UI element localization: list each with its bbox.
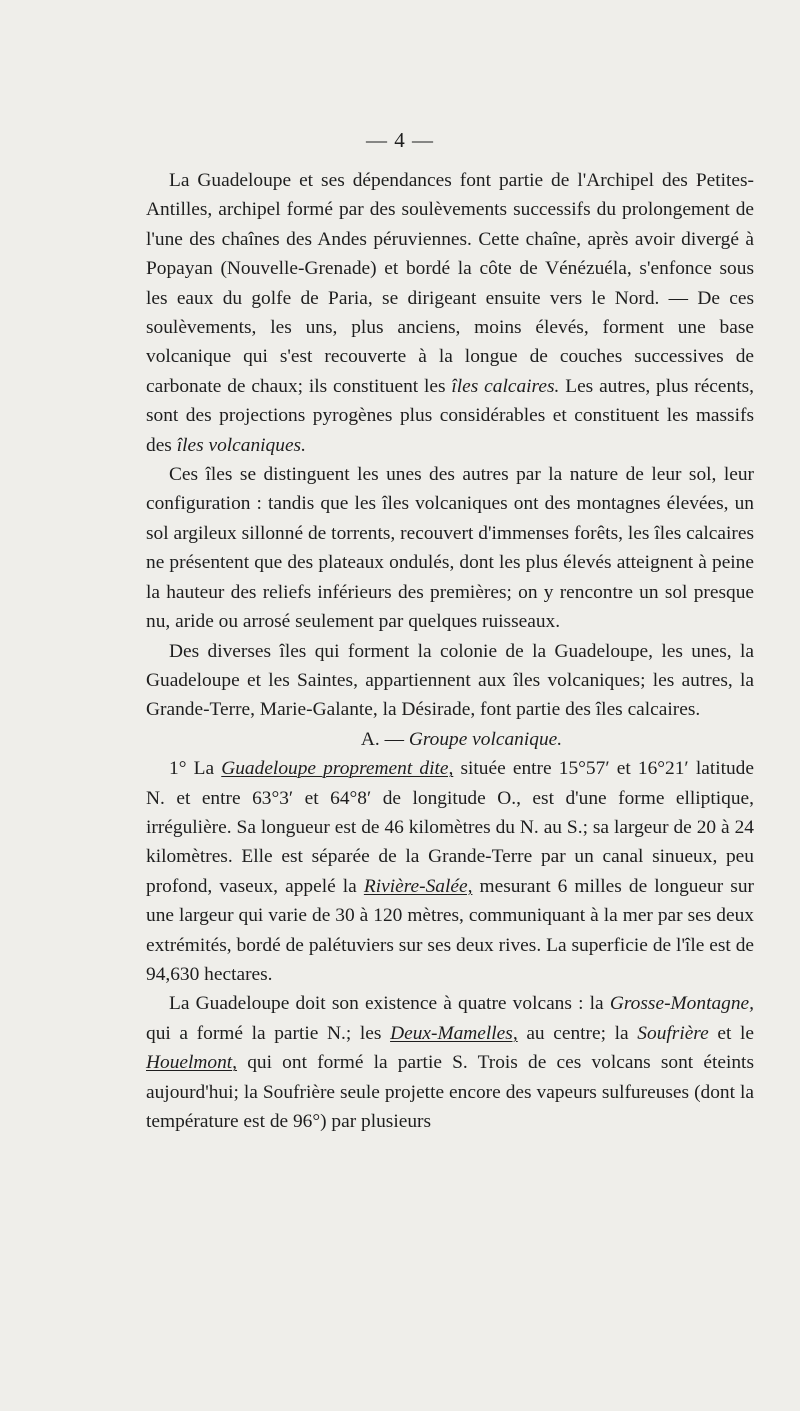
section-title: Groupe volcanique. [408,728,563,750]
text-run: La Guadeloupe et ses dépendances font partie de l'Archipel des Petites-Antilles, archipel formé par des soulèvements successifs du prolongement de l'une des chaînes des Andes péruviennes. Cette chaîne, après avoir divergé à Popayan (Nouvelle-Grenade) et bordé la côte de Vénézuéla, s'enfonce sous les eaux du golfe de Paria, se dirigeant ensuite vers le Nord. — De ces soulèvements, les uns, plus anciens, moins élevés, forment une base volcanique qui s'est recouverte à la longue de couches successives de carbonate de chaux; ils constituent les [146,170,754,397]
text-run: qui ont formé la partie S. Trois de ces volcans sont éteints aujourd'hui; la Soufrière seule projette encore des vapeurs sulfureuses (dont la température est de 96°) par plusieurs [146,1052,754,1132]
paragraph-distinctions: Ces îles se distinguent les unes des autres par la nature de leur sol, leur configuration : tandis que les îles volcaniques ont des montagnes élevées, un sol argileux sillonné de torrents, recouvert d'immenses forêts, les îles calcaires ne présentent que des plateaux ondulés, dont les plus élevés atteignent à peine la hauteur des reliefs inférieurs des premières; on y rencontre un sol presque nu, aride ou arrosé seulement par quelques ruisseaux. [146,464,754,633]
page-number: — 4 — [366,128,434,152]
italic-term-grosse-montagne: Grosse-Montagne, [609,993,754,1015]
italic-term-deux-mamelles: Deux-Mamelles, [390,1022,518,1044]
paragraph-guadeloupe-proprement-dite [146,754,754,989]
italic-term-iles-calcaires: îles calcaires. [451,375,560,397]
text-run: située entre 15°57′ et 16°21′ latitude N. et entre 63°3′ et 64°8′ de longitude O., est d'une forme elliptique, irrégulière. Sa longueur est de 46 kilomètres du N. au S.; sa largeur de 20 à 24 kilomètres. Elle est séparée de la Grande-Terre par un canal sinueux, peu profond, vaseux, appelé la [146,758,754,897]
text-run: mesurant 6 milles de longueur sur une largeur qui varie de 30 à 120 mètres, communiquant à la mer par ses deux extrémités, bordé de palétuviers sur ses deux rives. La superficie de l'île est de 94,630 hectares. [146,875,755,985]
paragraph-colonie: Des diverses îles qui forment la colonie de la Guadeloupe, les unes, la Guadeloupe et les Saintes, appartiennent aux îles volcaniques; les autres, la Grande-Terre, Marie-Galante, la Désirade, font partie des îles calcaires. [146,640,754,721]
italic-term-guadeloupe-proprement-dite: Guadeloupe proprement dite, [221,758,454,780]
text-run: qui a formé la partie N.; les [146,1022,391,1044]
paragraph-archipel [146,166,754,460]
italic-term-houelmont: Houelmont, [146,1052,238,1074]
text-run: Les autres, plus récents, sont des projections pyrogènes plus considérables et constituent les massifs des [146,375,754,456]
paragraph-volcans [146,989,754,1136]
text-run: et le [708,1022,755,1044]
text-run: 1° La [169,758,222,780]
section-prefix: A. — [360,728,409,750]
text-run: La Guadeloupe doit son existence à quatre volcans : la [169,993,610,1015]
italic-term-soufriere: Soufrière [637,1022,709,1044]
text-run: au centre; la [517,1022,638,1044]
italic-term-iles-volcaniques: îles volcaniques. [176,434,306,456]
italic-term-riviere-salee: Rivière-Salée, [363,875,473,897]
section-heading [146,725,754,754]
body-text [146,166,754,1136]
